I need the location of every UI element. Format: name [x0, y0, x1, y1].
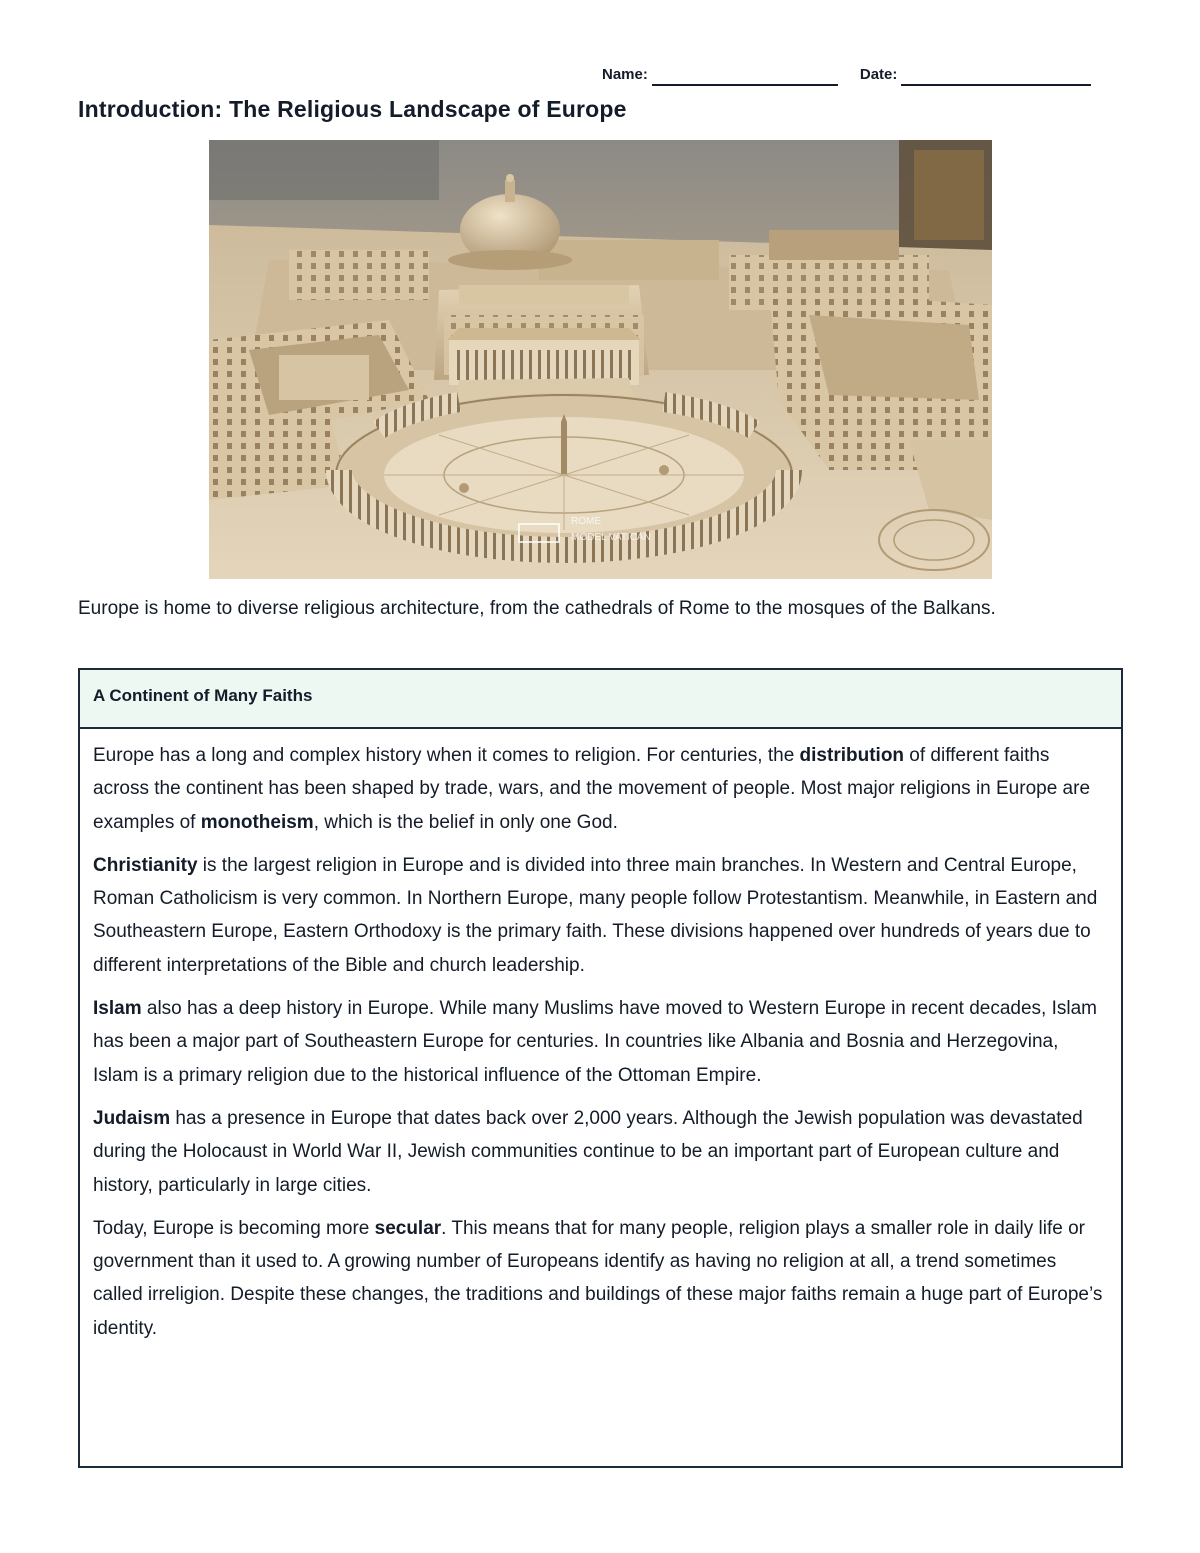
date-field[interactable]	[901, 68, 1091, 86]
term-secular: secular	[374, 1217, 442, 1239]
date-label: Date:	[859, 66, 898, 83]
watermark-line1: ROME	[571, 516, 601, 527]
photo-caption: Europe is home to diverse religious architecture, from the cathedrals of Rome to the mosques of the Balkans.	[78, 598, 996, 619]
vatican-model-photo	[209, 140, 992, 579]
p5-text-a: Today, Europe is becoming more	[93, 1217, 375, 1239]
term-christianity: Christianity	[93, 854, 198, 876]
p1-text-a: Europe has a long and complex history when it comes to religion. For centuries, the	[93, 745, 800, 766]
paragraph-christianity	[93, 849, 1108, 982]
page-title: Introduction: The Religious Landscape of Europe	[78, 96, 627, 122]
p4-text: has a presence in Europe that dates back over 2,000 years. Although the Jewish population was devastated during the Holocaust in World War II, Jewish communities continue to be an important part of European culture and history, particularly in large cities.	[93, 1107, 1083, 1196]
p1-text-b: of different faiths across the continent has been shaped by trade, wars, and the movement of people. Most major religions in Europe are examples of	[93, 745, 1091, 833]
reading-box	[78, 668, 1123, 1468]
paragraph-judaism	[93, 1102, 1108, 1202]
term-judaism: Judaism	[93, 1107, 171, 1129]
p1-text-c: , which is the belief in only one God.	[313, 811, 618, 833]
name-label: Name:	[602, 66, 648, 83]
student-info-fields	[602, 62, 1124, 86]
p2-text: is the largest religion in Europe and is divided into three main branches. In Western and Central Europe, Roman Catholicism is very common. In Northern Europe, many people follow Protestantism. Meanwhile, in Eastern and Southeastern Europe, Eastern Orthodoxy is the primary faith. These divisions happened over hundreds of years due to different interpretations of the Bible and church leadership.	[93, 854, 1098, 976]
reading-body	[80, 729, 1121, 1345]
p3-text: also has a deep history in Europe. While many Muslims have moved to Western Europe in recent decades, Islam has been a major part of Southeastern Europe for centuries. In countries like Albania and Bosnia and Herzegovina, Islam is a primary religion due to the historical influence of the Ottoman Empire.	[93, 998, 1097, 1086]
reading-heading: A Continent of Many Faiths	[80, 670, 1121, 729]
term-monotheism: monotheism	[200, 811, 314, 833]
name-field[interactable]	[652, 68, 838, 86]
term-distribution: distribution	[799, 745, 905, 766]
paragraph-secular	[93, 1212, 1108, 1345]
paragraph-distribution	[93, 739, 1108, 839]
p5-text-b: . This means that for many people, religion plays a smaller role in daily life or government than it used to. A growing number of Europeans identify as having no religion at all, a trend sometimes called irreligion. Despite these changes, the traditions and buildings of these major faiths remain a huge part of Europe’s identity.	[93, 1217, 1103, 1339]
paragraph-islam	[93, 992, 1108, 1092]
term-islam: Islam	[93, 998, 142, 1020]
watermark-line2: MODEL VATICAN	[571, 532, 651, 543]
